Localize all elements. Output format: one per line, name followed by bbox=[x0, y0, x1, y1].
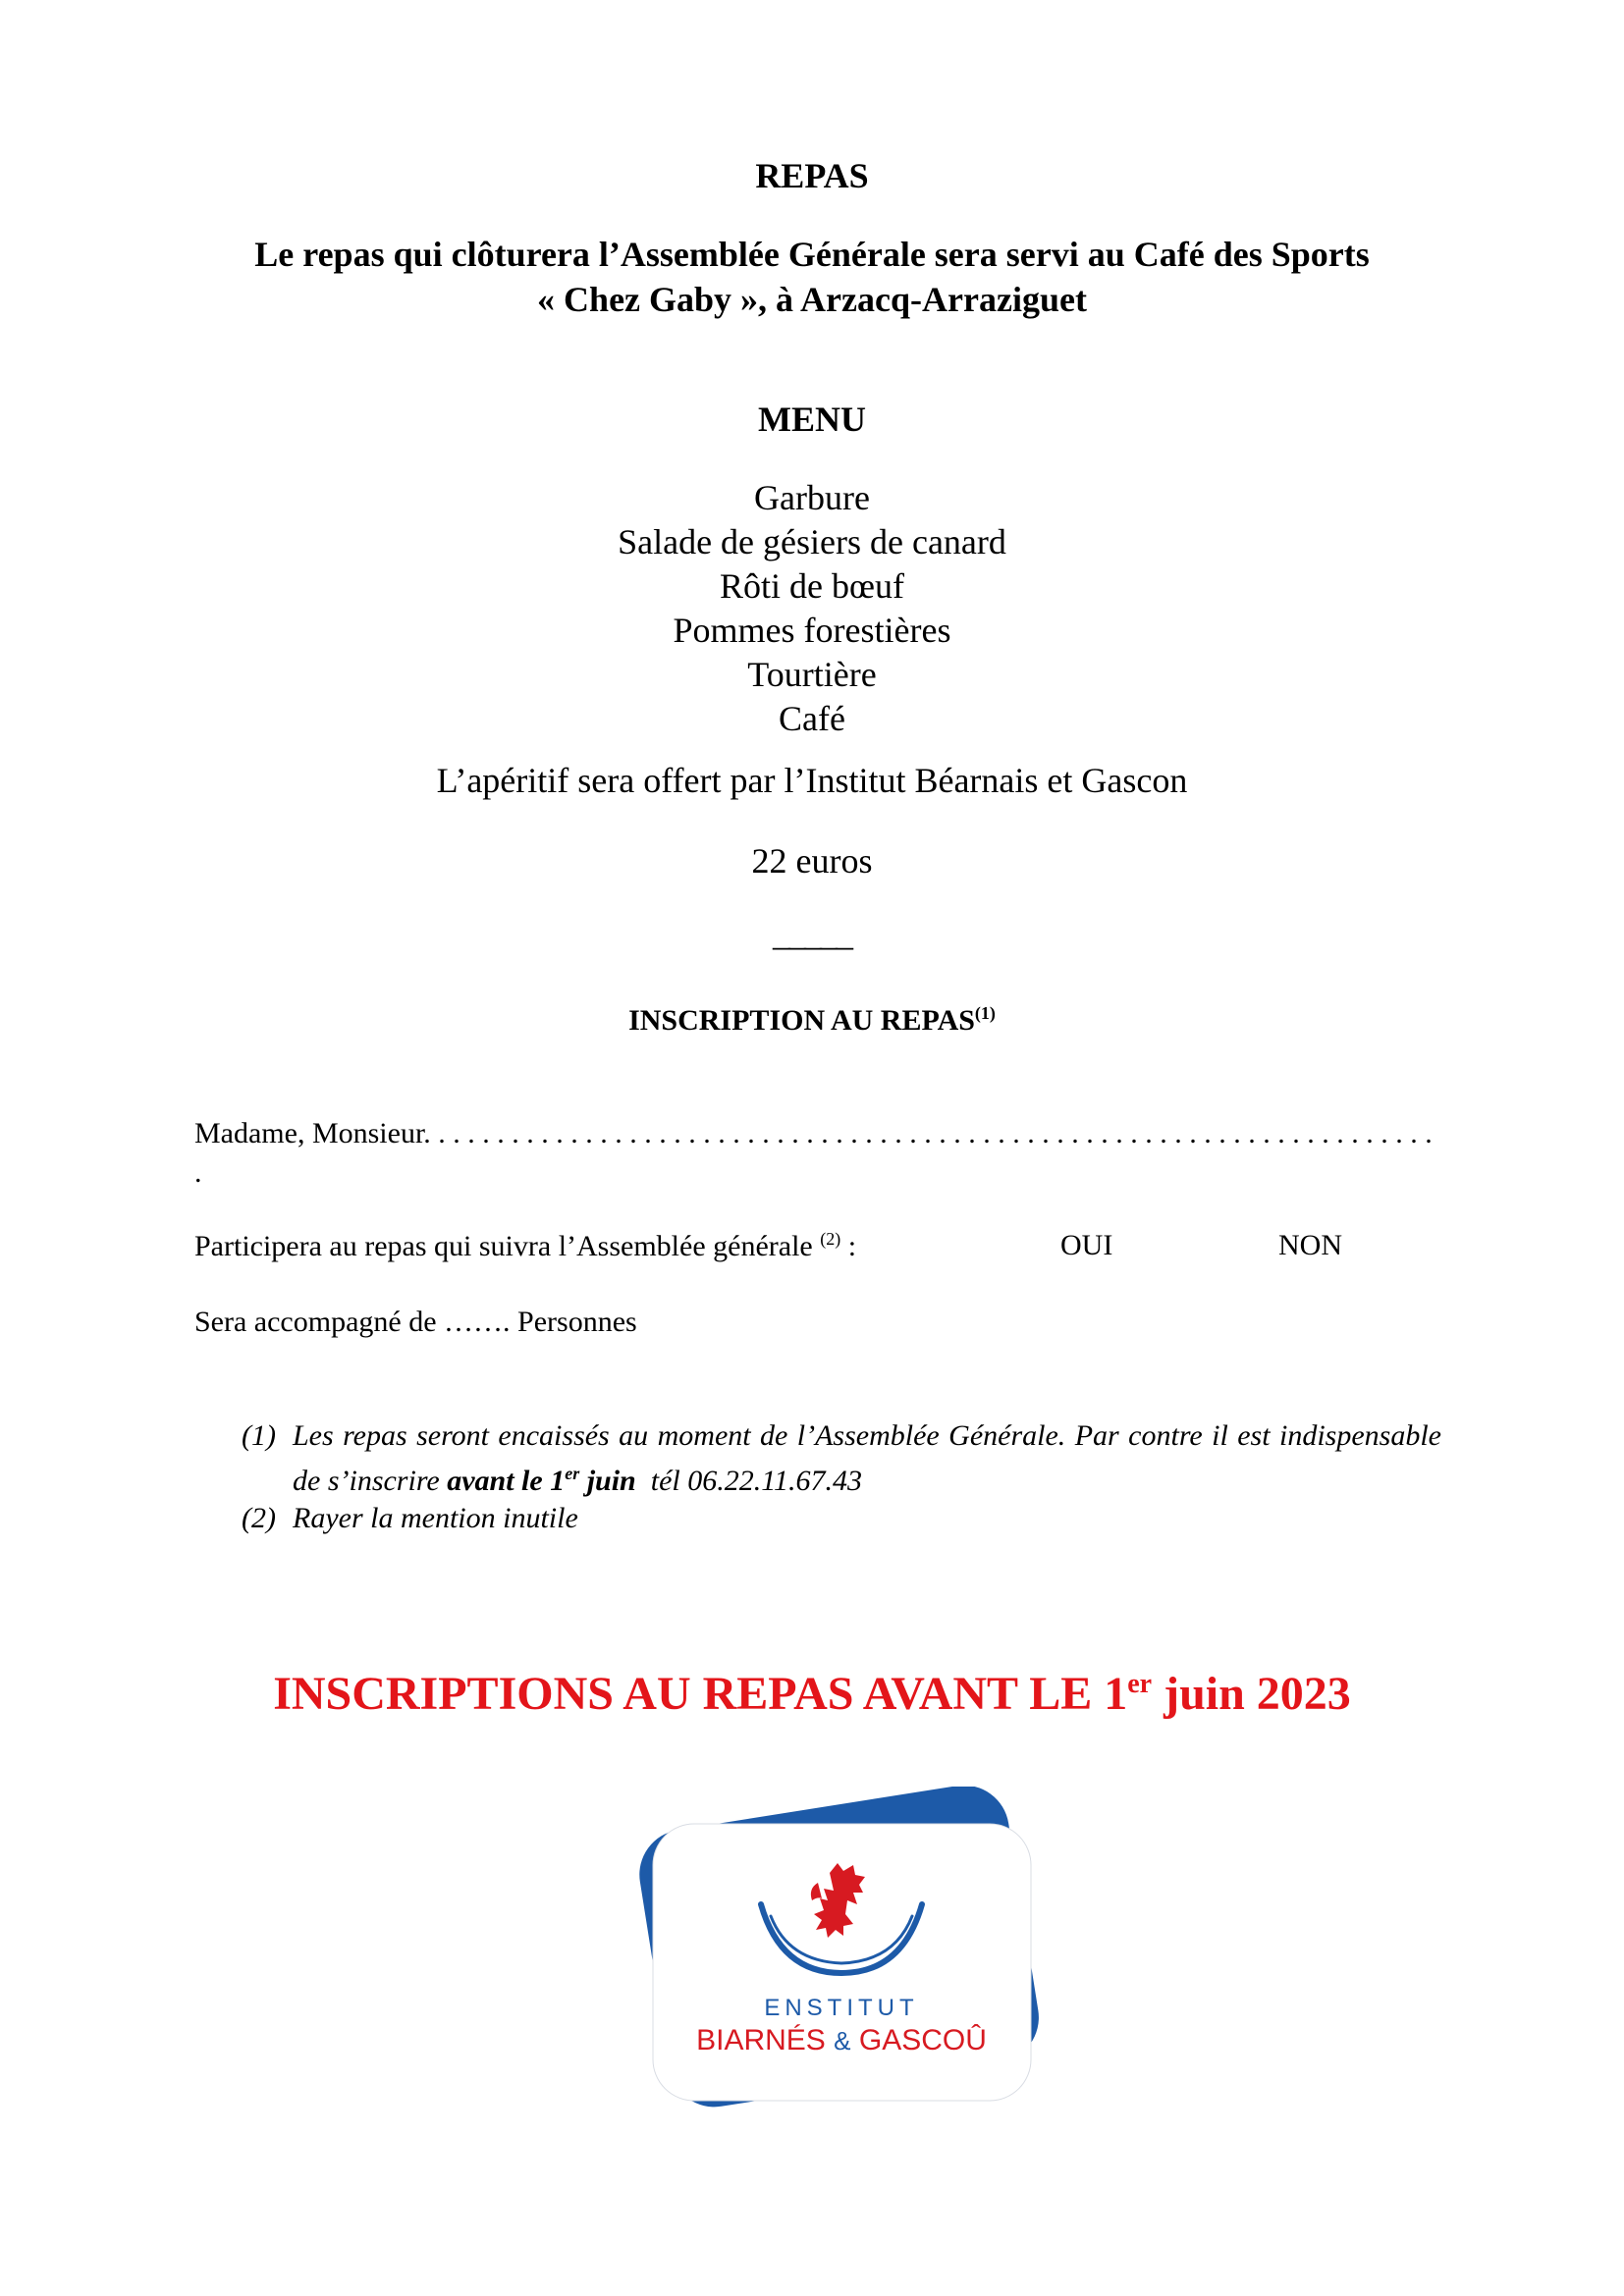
footnote-number: (2) bbox=[242, 1502, 276, 1534]
menu-item: Rôti de bœuf bbox=[720, 566, 904, 606]
companions-field[interactable]: Sera accompagné de ……. Personnes bbox=[194, 1306, 637, 1338]
institut-logo bbox=[614, 1787, 1075, 2120]
intro-line-1: Le repas qui clôturera l’Assemblée Générale sera servi au Café des Sports bbox=[254, 235, 1370, 274]
footnote-number: (1) bbox=[242, 1419, 276, 1452]
inscription-heading bbox=[0, 1003, 1624, 1038]
deadline-text-after: juin 2023 bbox=[1152, 1668, 1351, 1720]
footnote-item bbox=[242, 1417, 1441, 1500]
footnote-ref: (2) bbox=[820, 1229, 841, 1249]
page-title: REPAS bbox=[755, 156, 869, 195]
name-field[interactable]: Madame, Monsieur. . . . . . . . . . . . . . . . . . . . . . . . . . . . . . . . . . . . . . . . . . . . . . . . . . . . . . . . . . . . . . . . . . . . . . bbox=[194, 1117, 1433, 1189]
menu-heading: MENU bbox=[758, 400, 866, 439]
menu-item: Garbure bbox=[754, 478, 870, 517]
menu-item: Salade de gésiers de canard bbox=[618, 522, 1006, 561]
logo-biarnes: BIARNÉS bbox=[696, 2024, 826, 2056]
footnote-bold-after: juin bbox=[579, 1465, 636, 1497]
aperitif-note: L’apéritif sera offert par l’Institut Béarnais et Gascon bbox=[436, 761, 1188, 800]
footnote-item bbox=[242, 1500, 1441, 1537]
footnote-text: Rayer la mention inutile bbox=[293, 1502, 578, 1534]
logo-graphic bbox=[614, 1787, 1075, 2120]
colon: : bbox=[840, 1230, 857, 1262]
logo-line-1: ENSTITUT bbox=[764, 1995, 919, 2021]
participation-label bbox=[194, 1229, 856, 1263]
menu-item: Tourtière bbox=[747, 655, 877, 694]
footnote-phone: tél 06.22.11.67.43 bbox=[635, 1465, 863, 1497]
logo-line-2 bbox=[696, 2023, 987, 2056]
footnotes bbox=[242, 1417, 1441, 1537]
no-option[interactable]: NON bbox=[1278, 1229, 1342, 1261]
footnote-text: Les repas seront encaissés au moment de l’Assemblée Générale. Par contre il est indispensable de s’inscrire bbox=[293, 1419, 1441, 1497]
participation-text: Participera au repas qui suivra l’Assemblée générale bbox=[194, 1230, 813, 1262]
deadline-text: INSCRIPTIONS AU REPAS AVANT LE 1 bbox=[273, 1668, 1128, 1720]
footnote-bold bbox=[447, 1465, 636, 1497]
menu-list bbox=[0, 476, 1624, 741]
deadline-sup: er bbox=[1127, 1669, 1153, 1699]
inscription-heading-text: INSCRIPTION AU REPAS bbox=[628, 1004, 975, 1037]
yes-option[interactable]: OUI bbox=[1060, 1229, 1113, 1261]
price: 22 euros bbox=[751, 841, 873, 881]
intro-text bbox=[0, 232, 1624, 322]
separator: _____ bbox=[773, 914, 851, 953]
logo-gascou: GASCOÛ bbox=[858, 2024, 987, 2056]
deadline-banner bbox=[0, 1667, 1624, 1721]
footnote-bold-text: avant le 1 bbox=[447, 1465, 566, 1497]
intro-line-2: « Chez Gaby », à Arzacq-Arraziguet bbox=[537, 280, 1087, 319]
menu-item: Café bbox=[779, 699, 845, 738]
footnote-ref: (1) bbox=[974, 1003, 996, 1023]
logo-ampersand: & bbox=[834, 2026, 851, 2056]
footnote-bold-sup: er bbox=[565, 1464, 580, 1483]
menu-item: Pommes forestières bbox=[673, 611, 951, 650]
